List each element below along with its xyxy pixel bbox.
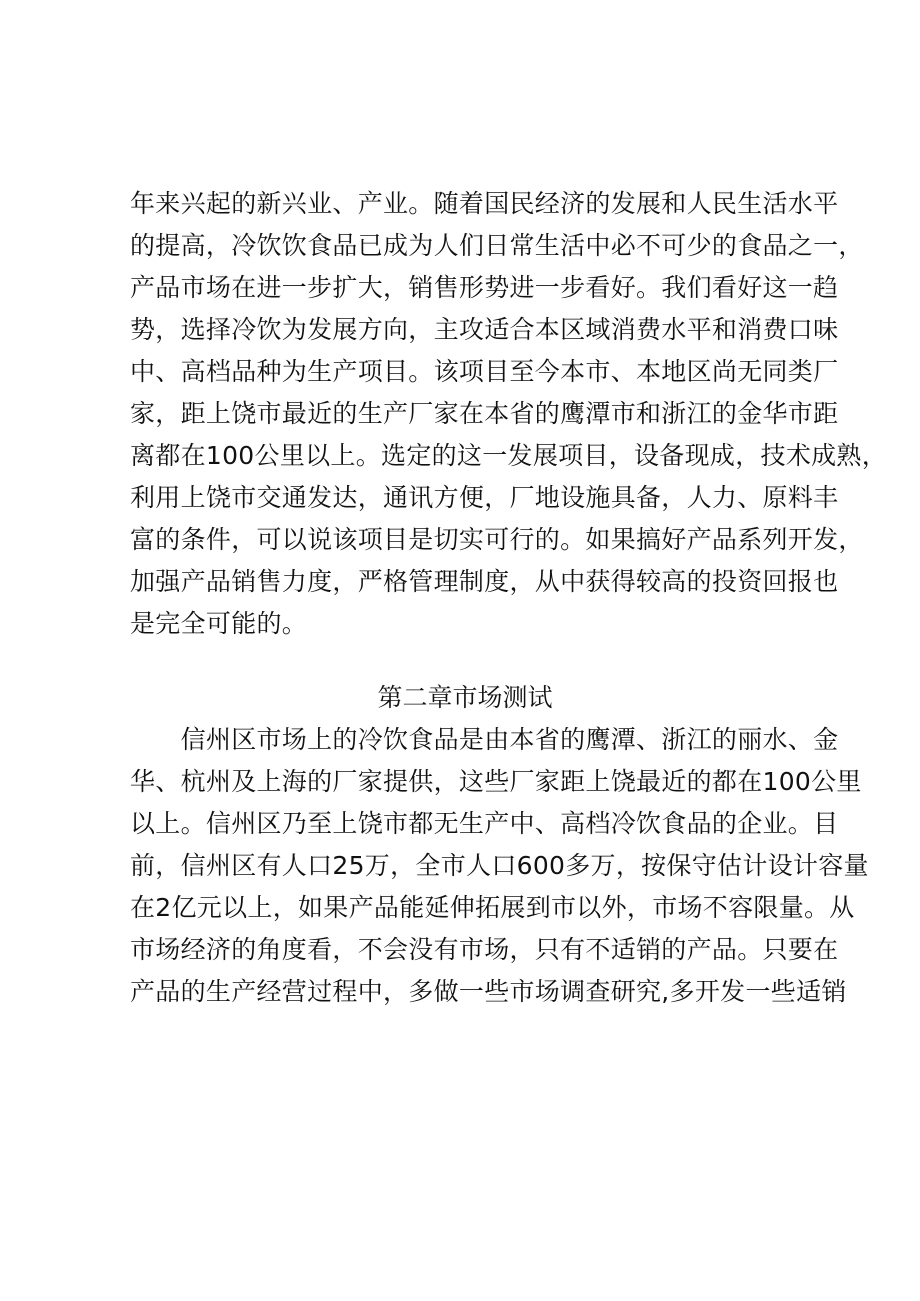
paragraph-line: 是完全可能的。 — [130, 609, 308, 638]
chapter-heading: 第二章市场测试 — [377, 683, 553, 712]
paragraph-line: 华、杭州及上海的厂家提供，这些厂家距上饶最近的都在100公里 — [130, 767, 862, 796]
paragraph-line: 中、高档品种为生产项目。该项目至今本市、本地区尚无同类厂 — [130, 357, 839, 386]
paragraph-line: 产品的生产经营过程中，多做一些市场调查研究,多开发一些适销 — [130, 977, 847, 1006]
paragraph-line: 市场经济的角度看，不会没有市场，只有不适销的产品。只要在 — [130, 935, 839, 964]
paragraph-line: 的提高，冷饮饮食品已成为人们日常生活中必不可少的食品之一， — [130, 231, 864, 260]
paragraph-line: 前，信州区有人口25万，全市人口600多万，按保守估计设计容量 — [130, 851, 869, 880]
paragraph-line: 家，距上饶市最近的生产厂家在本省的鹰潭市和浙江的金华市距 — [130, 399, 839, 428]
paragraph-line: 势，选择冷饮为发展方向，主攻适合本区域消费水平和消费口味 — [130, 315, 839, 344]
paragraph-line: 在2亿元以上，如果产品能延伸拓展到市以外，市场不容限量。从 — [130, 893, 855, 922]
paragraph-line: 加强产品销售力度，严格管理制度，从中获得较高的投资回报也 — [130, 567, 839, 596]
paragraph-line: 富的条件，可以说该项目是切实可行的。如果搞好产品系列开发， — [130, 525, 864, 554]
paragraph-1 — [130, 183, 888, 645]
paragraph-line: 信州区市场上的冷饮食品是由本省的鹰潭、浙江的丽水、金 — [130, 725, 839, 754]
paragraph-line: 产品市场在进一步扩大，销售形势进一步看好。我们看好这一趋 — [130, 273, 839, 302]
paragraph-line: 以上。信州区乃至上饶市都无生产中、高档冷饮食品的企业。目 — [130, 809, 839, 838]
paragraph-2 — [130, 719, 869, 1013]
paragraph-line: 年来兴起的新兴业、产业。随着国民经济的发展和人民生活水平 — [130, 189, 839, 218]
paragraph-line: 离都在100公里以上。选定的这一发展项目，设备现成，技术成熟， — [130, 441, 888, 470]
paragraph-line: 利用上饶市交通发达，通讯方便，厂地设施具备，人力、原料丰 — [130, 483, 839, 512]
